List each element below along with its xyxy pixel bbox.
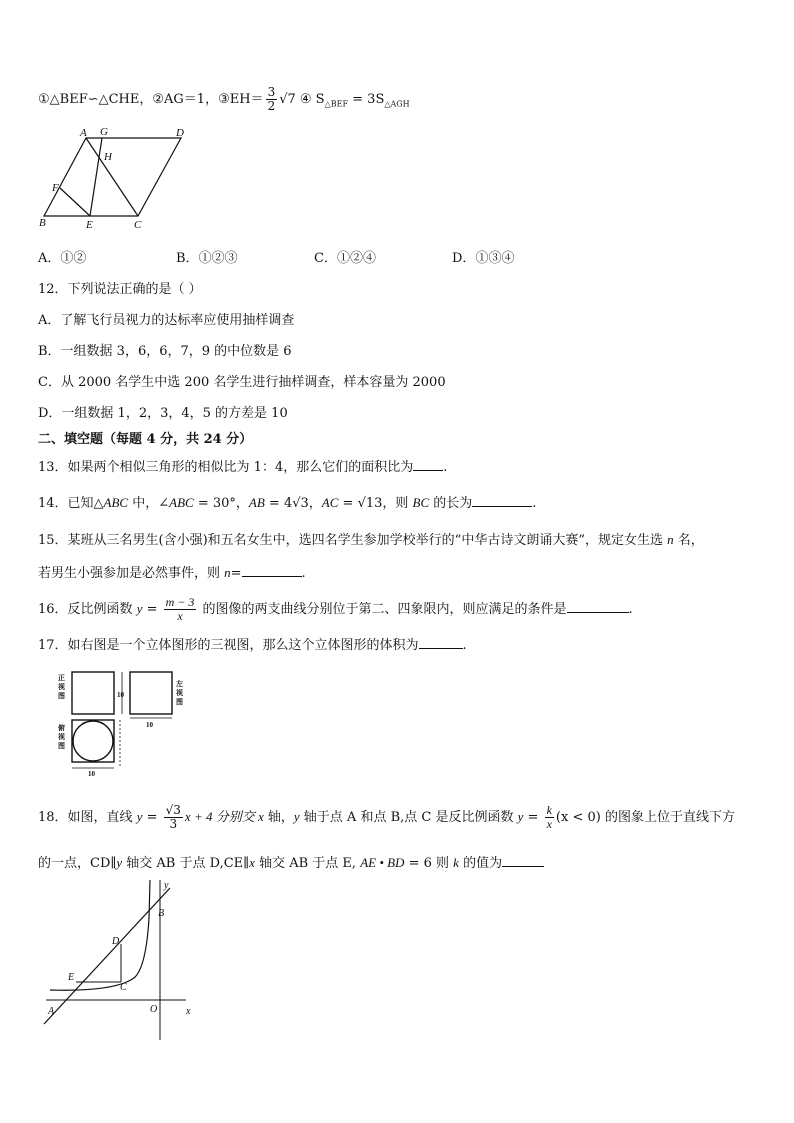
q14-text-e: = 30°， xyxy=(193,496,249,511)
q12-option-c[interactable]: C．从 2000 名学生中选 200 名学生进行抽样调查，样本容量为 2000 xyxy=(38,375,446,390)
q15-var-n2: n xyxy=(224,565,231,580)
q18-var-x2: x xyxy=(249,855,255,870)
q18-var-x: x xyxy=(257,809,264,824)
q18-text-2f: 的值为 xyxy=(458,856,503,871)
q14-text-c: 中，∠ xyxy=(128,496,170,511)
q16-answer-blank[interactable] xyxy=(567,598,629,613)
front-height-dim: 10 xyxy=(117,691,124,699)
q18-var-y: y xyxy=(136,809,143,824)
q13-answer-blank[interactable] xyxy=(413,456,443,471)
q16-eq: = xyxy=(142,602,162,617)
q15-var-n: n xyxy=(667,532,674,547)
label-x: x xyxy=(186,1006,191,1017)
q15-answer-blank[interactable] xyxy=(242,562,302,577)
label-h: H xyxy=(104,151,112,163)
frac-numerator: 3 xyxy=(267,85,276,99)
q11-s-subscript-2: △AGH xyxy=(384,99,410,109)
q14-text-k: 的长为 xyxy=(429,496,473,511)
q12-stem: 12．下列说法正确的是（ ） xyxy=(38,282,202,297)
q15-end: . xyxy=(301,566,306,581)
frac-numerator: √3 xyxy=(165,803,181,817)
side-view-square xyxy=(130,672,172,714)
choice-letter: B． xyxy=(176,251,199,266)
q18-text-2b: 轴交 AB 于点 D,CE∥ xyxy=(122,856,250,871)
q14-end: . xyxy=(532,496,537,511)
q17 xyxy=(38,634,467,656)
q15-line-2 xyxy=(38,562,306,584)
frac-denominator: x xyxy=(177,609,183,623)
label-g: G xyxy=(100,126,108,138)
q14-var-angle-abc: ABC xyxy=(169,495,194,510)
top-view-label-3: 图 xyxy=(58,742,65,750)
q14-answer-blank[interactable] xyxy=(472,492,532,507)
q16-end: . xyxy=(628,602,633,617)
q15-text-1: 15．某班从三名男生(含小强)和五名女生中，选四名学生参加学校举行的“中华古诗文朗诵大赛”，规定女生选 xyxy=(38,533,668,548)
q16-text-a: 16．反比例函数 xyxy=(38,602,137,617)
q18-text-e: (x < 0) 的图象上位于直线下方 xyxy=(555,810,735,825)
q12-option-d[interactable]: D．一组数据 1，2，3，4，5 的方差是 10 xyxy=(38,406,288,421)
q18-text-2c: 轴交 AB 于点 E, xyxy=(254,856,361,871)
q14-text-a: 14．已知△ xyxy=(38,496,104,511)
q18-var-k: k xyxy=(453,855,459,870)
segment-ge xyxy=(90,138,102,216)
q12-option-a[interactable]: A．了解飞行员视力的达标率应使用抽样调查 xyxy=(38,313,295,328)
q16-var-y: y xyxy=(136,601,143,616)
label-d: D xyxy=(176,127,184,139)
q13 xyxy=(38,456,447,478)
q11-choice-c[interactable] xyxy=(314,249,376,269)
q18-var-y2: y xyxy=(293,809,300,824)
front-view-label-2: 视 xyxy=(58,683,65,691)
q17-end: . xyxy=(462,638,467,653)
q18-var-y4: y xyxy=(116,855,123,870)
label-f: F xyxy=(52,182,59,194)
q14-var-ab: AB xyxy=(248,495,265,510)
q11-s-subscript-1: △BEF xyxy=(324,99,349,109)
q11-choice-b[interactable] xyxy=(176,249,238,269)
label-e: E xyxy=(86,219,93,231)
label-y: y xyxy=(164,880,169,891)
q18-text-2e: = 6 则 xyxy=(404,856,454,871)
frac-denominator: 2 xyxy=(267,99,276,113)
q18-eq2: = xyxy=(523,810,543,825)
q17-text: 17．如右图是一个立体图形的三视图，那么这个立体图形的体积为 xyxy=(38,638,419,653)
q18-line-1 xyxy=(38,804,735,831)
q18-text-c: 轴， xyxy=(263,810,294,825)
label-b: B xyxy=(158,908,165,919)
choice-letter: C． xyxy=(314,251,337,266)
q18-k-fraction xyxy=(545,804,554,831)
frac-denominator: x xyxy=(546,817,552,831)
front-view-label-1: 正 xyxy=(58,674,65,682)
q14-var-bc: BC xyxy=(412,495,430,510)
top-view-label-1: 俯 xyxy=(58,724,65,732)
q14 xyxy=(38,492,536,514)
choice-letter: D． xyxy=(452,251,476,266)
q18-text-b: x + 4 分别交 xyxy=(184,809,258,824)
hyperbola-branch xyxy=(50,880,150,990)
q14-text-g: = 4√3， xyxy=(264,496,322,511)
label-e: E xyxy=(68,972,75,983)
side-width-dim: 10 xyxy=(146,721,153,729)
q18-text-a: 18．如图，直线 xyxy=(38,810,137,825)
label-o: O xyxy=(150,1004,158,1015)
q18-var-y3: y xyxy=(517,809,524,824)
section-heading-fill-in: 二、填空题（每题 4 分，共 24 分） xyxy=(38,432,253,447)
top-view-circle xyxy=(73,721,113,761)
front-view-square xyxy=(72,672,114,714)
q16 xyxy=(38,596,633,623)
q15-text-2: 若男生小强参加是必然事件，则 xyxy=(38,566,225,581)
frac-denominator: 3 xyxy=(169,817,178,831)
diagonal-ac xyxy=(86,138,138,216)
q11-s-mid: = 3S xyxy=(348,92,385,107)
label-a: A xyxy=(48,1006,55,1017)
side-view-label-2: 视 xyxy=(176,689,183,697)
q18-answer-blank[interactable] xyxy=(502,852,544,867)
choice-text: ①③④ xyxy=(475,251,515,266)
label-b: B xyxy=(39,217,46,229)
q16-fraction xyxy=(164,596,197,623)
q11-choice-a[interactable] xyxy=(38,249,86,269)
q13-text: 13．如果两个相似三角形的相似比为 1：4，那么它们的面积比为 xyxy=(38,460,414,475)
top-view-square xyxy=(72,720,114,762)
q18-eq: = xyxy=(142,810,162,825)
choice-letter: A． xyxy=(38,251,61,266)
q11-statements xyxy=(38,86,410,115)
q18-slope-fraction xyxy=(164,804,183,831)
q11-parallelogram-figure xyxy=(36,124,196,232)
q11-eh-tail: √7 ④ S xyxy=(279,92,325,107)
q18-coordinate-figure xyxy=(36,878,206,1044)
q16-text-b: 的图像的两支曲线分别位于第二、四象限内，则应满足的条件是 xyxy=(198,602,567,617)
q11-statement-text: ①△BEF∽△CHE，②AG＝1，③EH＝ xyxy=(38,92,264,107)
q15-text-1b: 名， xyxy=(673,533,704,548)
q18-text-d: 轴于点 A 和点 B,点 C 是反比例函数 xyxy=(299,810,518,825)
q18-product: AE • BD xyxy=(360,855,405,870)
q14-var-abc: ABC xyxy=(103,495,129,510)
front-view-label-3: 图 xyxy=(58,692,65,700)
side-view-label-1: 左 xyxy=(176,680,183,688)
q14-text-i: = √13，则 xyxy=(338,496,413,511)
q12-option-b[interactable]: B．一组数据 3，6，6，7，9 的中位数是 6 xyxy=(38,344,292,359)
q17-answer-blank[interactable] xyxy=(419,634,463,649)
q15-text-2b: = xyxy=(230,566,242,581)
q14-var-ac: AC xyxy=(321,495,339,510)
q11-eh-fraction xyxy=(266,86,278,113)
q17-three-view-figure xyxy=(54,668,196,778)
q18-text-2a: 的一点，CD∥ xyxy=(38,856,117,871)
segment-fe xyxy=(60,188,90,216)
frac-numerator: k xyxy=(546,803,552,817)
label-d: D xyxy=(112,936,120,947)
choice-text: ①②④ xyxy=(336,251,376,266)
label-a: A xyxy=(80,127,87,139)
q11-choice-d[interactable] xyxy=(452,249,514,269)
side-view-label-3: 图 xyxy=(176,698,183,706)
label-c: C xyxy=(120,982,127,993)
frac-numerator: m − 3 xyxy=(165,595,195,609)
q15-line-1 xyxy=(38,530,704,551)
top-width-dim: 10 xyxy=(88,770,95,778)
choice-text: ①② xyxy=(60,251,87,266)
q18-line-2 xyxy=(38,852,544,874)
choice-text: ①②③ xyxy=(198,251,238,266)
label-c: C xyxy=(134,219,142,231)
top-view-label-2: 视 xyxy=(58,733,65,741)
q13-end: . xyxy=(443,460,448,475)
